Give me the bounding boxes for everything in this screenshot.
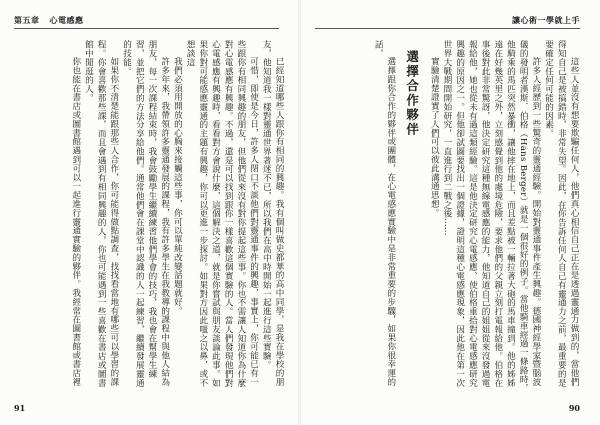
right-page-number: 90 [568, 403, 580, 413]
left-paragraph: 可惜，即使是今日，許多人閉口不談他們對靈通事件的興趣，事實上，你可能已有一些跟你有相同興趣的朋友，但他們從來沒有對你提起這些事。你也不需讓人知道你為什麼對心電感應有興趣。不過，還是可以找到跟你一樣喜歡這個實驗的人。當人們發現他們對心電感應有興趣時，看看對方會說什麼，這個解決之道，就是你嘗試與朋友談論此事。如果你對可能感應靈通的主題有興趣，你可以更進一步探討。如果對方因此嗤之以鼻，或不想談這 [185, 40, 259, 388]
chapter-title: 心電感應 [49, 15, 84, 25]
left-body-text [15, 40, 285, 394]
left-page [0, 0, 299, 425]
right-running-header: 讓心術一學就上手 [512, 15, 580, 25]
left-page-number: 91 [14, 403, 26, 413]
right-page [301, 0, 600, 425]
right-body-text [318, 40, 580, 394]
right-paragraph: 許多人經歷到一些驚奇的靈通經驗。開始對靈通事件產生興趣。德國神經學家暨腦波儀的發明者漢斯．伯格（Hans Berger）就是一個很好的例子。當他騎車經過一條路時，他騎乘的馬匹突然暴衝，讓他摔在地上，而且差點被一輛拉著大砲的馬車撞到。他的姊姊遠在好幾英里之外，立刻感覺到他的處境危險，要求他們的父親立刻打電報給他。伯格在事後對此非常驚訝，他決定研究這種無線電感應的能力，他知道自己的姐姐從來沒發過電報給他，她也從未有過這類經驗。這是他決定研究心電感應、使伯格重拾對心電感應研究興趣的原因之一。但他卻試圖要找出一個證據，證明這種心電感應現象，因此他在第一次世界大戰期間開始研究，一直進行到二戰之後…… [441, 40, 541, 393]
left-paragraph: 如果你不清楚能跟那些人合作，你可能得做點調查，找找看當地有哪些可以學習的課程。你會喜歡那些課，而且會遇到有相同興趣的人，你也可能遇到一些喜歡在書店或圖書館中閒逛的人。 [83, 40, 119, 388]
right-paragraph: 選擇跟你合作的夥伴或團體，在心電感應實驗中是非常重要的步驟，如果你很幸運的話， [373, 40, 396, 387]
chapter-label: 第五章 [14, 15, 40, 25]
left-paragraph: 許多年來，我帶領許多靈通發展的課程，我有許多學生在我教導的課程中與他人結為朋友，每一次課程結束時，我會鼓勵學生繼續練習他們學會的技巧，我也會在幫學生練習，並把它們的方法分享給他們。通常他們會在課堂中認識的人一起練習，繼續發展靈通的技能。 [121, 40, 170, 388]
left-paragraph: 你也能在書店或圖書館遇到可以一起進行靈通實驗的夥伴。我經常在圖書館或書店裡 [70, 57, 81, 387]
left-paragraph: 已經知道哪些人跟你有相同的興趣。我有個叫做史都華的高中同學，是我在學校的朋友，他知道我一樣對靈通世界著迷不已，所以我們在高中時開始一起進行這些實驗。 [261, 40, 284, 387]
right-paragraph: 這些人並沒有想要欺騙任何人，他們真心相信自己正在是透過靈通力做到的，當他們得知自己是被搞錯時，非常失望。因此，在你告訴任何人自己有靈通力之前，最重要的是要確定任何可能的因素。 [543, 40, 579, 388]
section-heading: 選擇合作夥伴 [404, 50, 420, 137]
left-paragraph: 我們必須用開放的心胸來接觸這些事，你可以單純改變話題就好。 [172, 57, 183, 316]
left-header-rule [14, 28, 279, 29]
right-paragraph: 實驗清楚證實了人們可以彼此溝通思想。 [429, 57, 440, 218]
left-running-header [14, 15, 84, 26]
right-header-rule [315, 28, 580, 29]
